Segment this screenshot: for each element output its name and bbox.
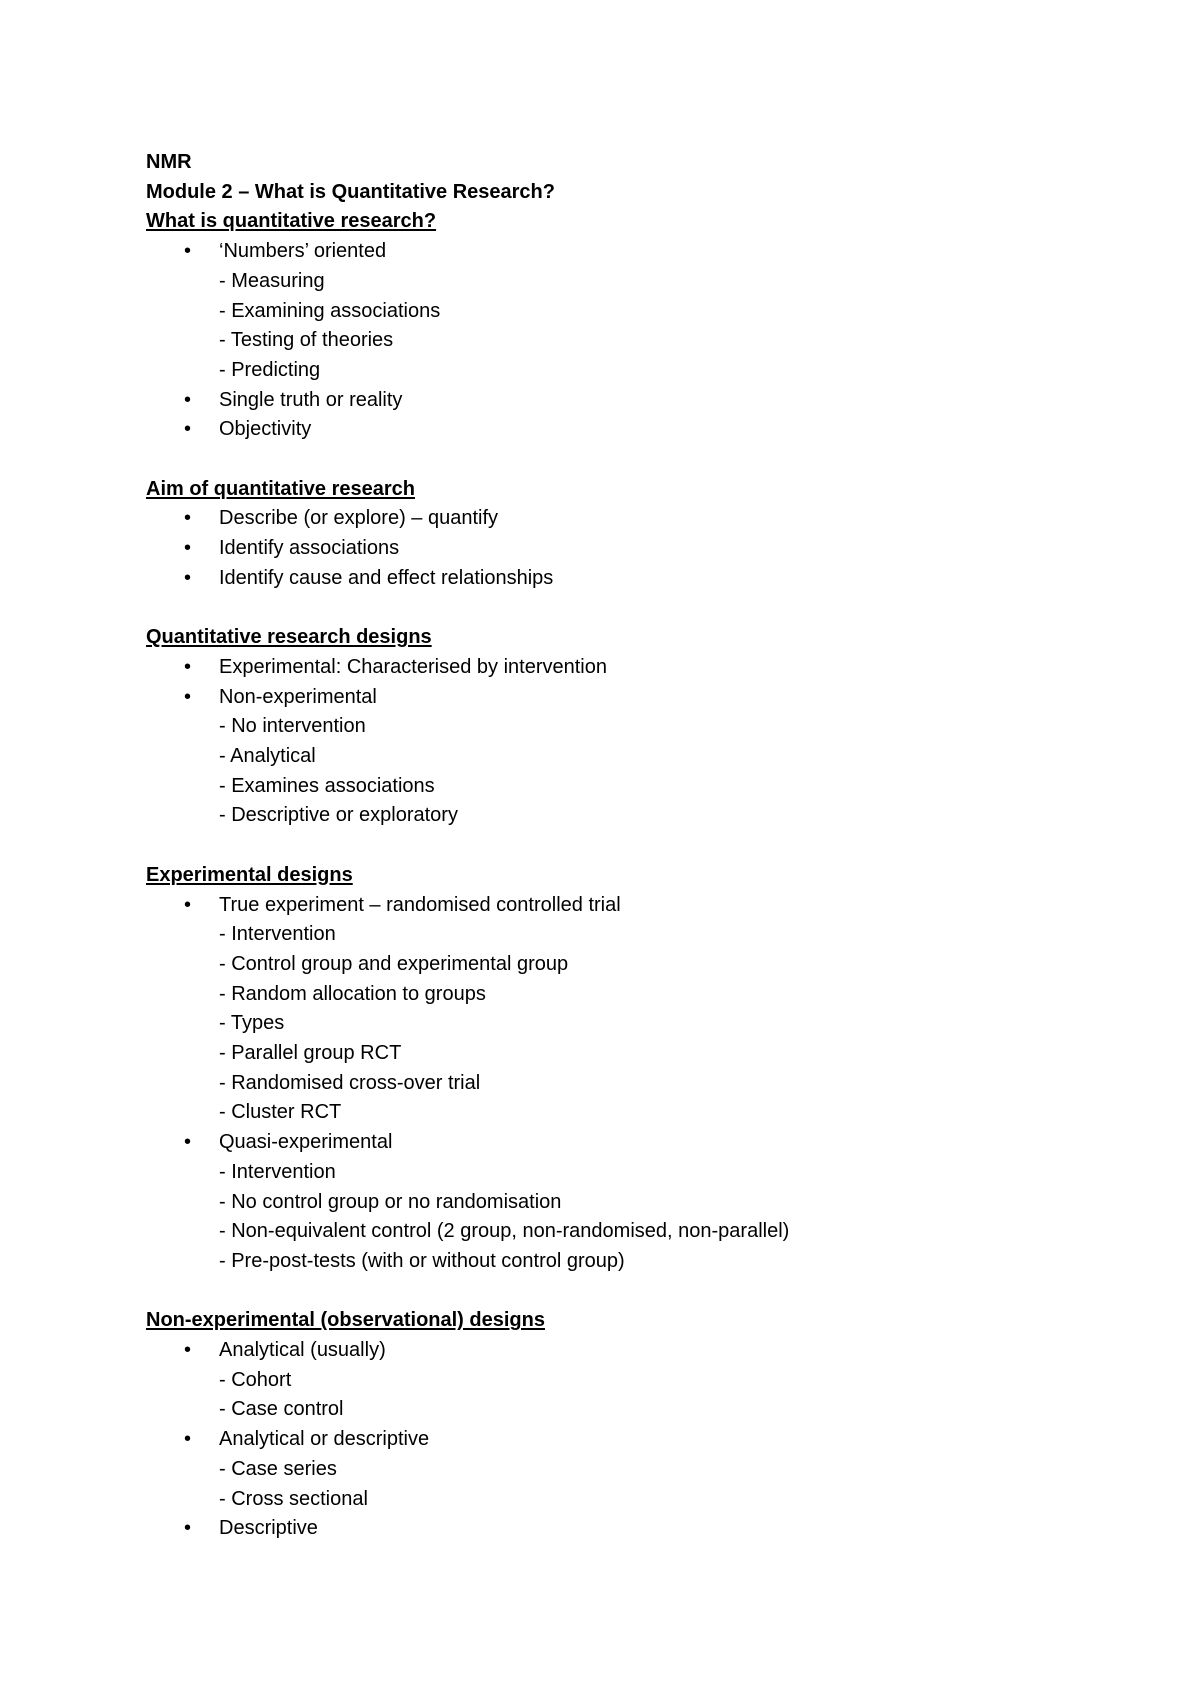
bullet-text: Identify cause and effect relationships (219, 566, 554, 589)
section-heading: Aim of quantitative research (146, 477, 415, 500)
sub-item: - Non-equivalent control (2 group, non-randomised, non-parallel) (219, 1220, 790, 1243)
sub-item: - Parallel group RCT (219, 1042, 402, 1065)
bullet-item (146, 564, 1146, 594)
bullet-dot-icon: • (184, 1339, 192, 1362)
sub-item: - No intervention (219, 715, 366, 738)
bullet-dot-icon: • (184, 1131, 192, 1154)
section-spacer (146, 594, 1146, 624)
document-title: NMR (146, 151, 192, 173)
sub-item: - Types (219, 1012, 285, 1035)
section-heading: Experimental designs (146, 863, 353, 886)
bullet-dot-icon: • (184, 1517, 192, 1540)
bullet-dot-icon: • (184, 566, 192, 589)
sub-item: - Case series (219, 1457, 337, 1480)
section-heading: Quantitative research designs (146, 626, 432, 649)
bullet-dot-icon: • (184, 893, 192, 916)
bullet-text: Objectivity (219, 418, 312, 441)
sub-item: - Randomised cross-over trial (219, 1071, 481, 1094)
section-heading: Non-experimental (observational) designs (146, 1309, 545, 1332)
sub-item: - Examining associations (219, 299, 441, 322)
bullet-item (146, 683, 1146, 713)
section-heading: What is quantitative research? (146, 210, 437, 233)
bullet-dot-icon: • (184, 537, 192, 560)
bullet-item (146, 237, 1146, 267)
bullet-text: Descriptive (219, 1517, 318, 1540)
bullet-dot-icon: • (184, 240, 192, 263)
bullet-text: Identify associations (219, 537, 400, 560)
sub-item: - Intervention (219, 1160, 336, 1183)
bullet-text: Quasi-experimental (219, 1131, 393, 1154)
sub-item: - Testing of theories (219, 329, 394, 352)
sub-item: - Measuring (219, 269, 325, 292)
sub-item: - Analytical (219, 745, 316, 768)
document-subtitle: Module 2 – What is Quantitative Research? (146, 180, 555, 203)
document-sections (146, 207, 1146, 1544)
bullet-text: ‘Numbers’ oriented (219, 240, 387, 263)
sub-item: - Cluster RCT (219, 1101, 342, 1124)
bullet-dot-icon: • (184, 418, 192, 441)
sub-item: - Examines associations (219, 774, 435, 797)
bullet-item (146, 1128, 1146, 1158)
bullet-text: Experimental: Characterised by intervention (219, 655, 607, 678)
sub-item: - Control group and experimental group (219, 952, 569, 975)
section-spacer (146, 445, 1146, 475)
bullet-item (146, 534, 1146, 564)
sub-item: - Predicting (219, 358, 321, 381)
section (146, 1306, 1146, 1544)
sub-item: - Random allocation to groups (219, 982, 486, 1005)
bullet-dot-icon: • (184, 655, 192, 678)
bullet-item (146, 1336, 1146, 1366)
bullet-item (146, 415, 1146, 445)
bullet-dot-icon: • (184, 685, 192, 708)
document-page (146, 148, 1146, 1544)
bullet-item (146, 1514, 1146, 1544)
sub-item: - No control group or no randomisation (219, 1190, 562, 1213)
sub-item: - Cross sectional (219, 1487, 368, 1510)
section (146, 475, 1146, 594)
sub-item: - Case control (219, 1398, 344, 1421)
bullet-text: Analytical (usually) (219, 1339, 386, 1362)
bullet-item (146, 504, 1146, 534)
sub-item: - Descriptive or exploratory (219, 804, 458, 827)
bullet-text: True experiment – randomised controlled trial (219, 893, 621, 916)
section-spacer (146, 831, 1146, 861)
bullet-text: Describe (or explore) – quantify (219, 507, 499, 530)
bullet-item (146, 891, 1146, 921)
bullet-dot-icon: • (184, 507, 192, 530)
bullet-item (146, 653, 1146, 683)
sub-item: - Pre-post-tests (with or without control group) (219, 1249, 625, 1272)
section (146, 861, 1146, 1277)
bullet-text: Single truth or reality (219, 388, 403, 411)
sub-item: - Cohort (219, 1368, 292, 1391)
section-spacer (146, 1277, 1146, 1307)
bullet-dot-icon: • (184, 1428, 192, 1451)
section (146, 623, 1146, 831)
sub-item: - Intervention (219, 923, 336, 946)
bullet-text: Analytical or descriptive (219, 1428, 430, 1451)
bullet-dot-icon: • (184, 388, 192, 411)
bullet-text: Non-experimental (219, 685, 377, 708)
section (146, 207, 1146, 445)
bullet-item (146, 1425, 1146, 1455)
bullet-item (146, 386, 1146, 416)
